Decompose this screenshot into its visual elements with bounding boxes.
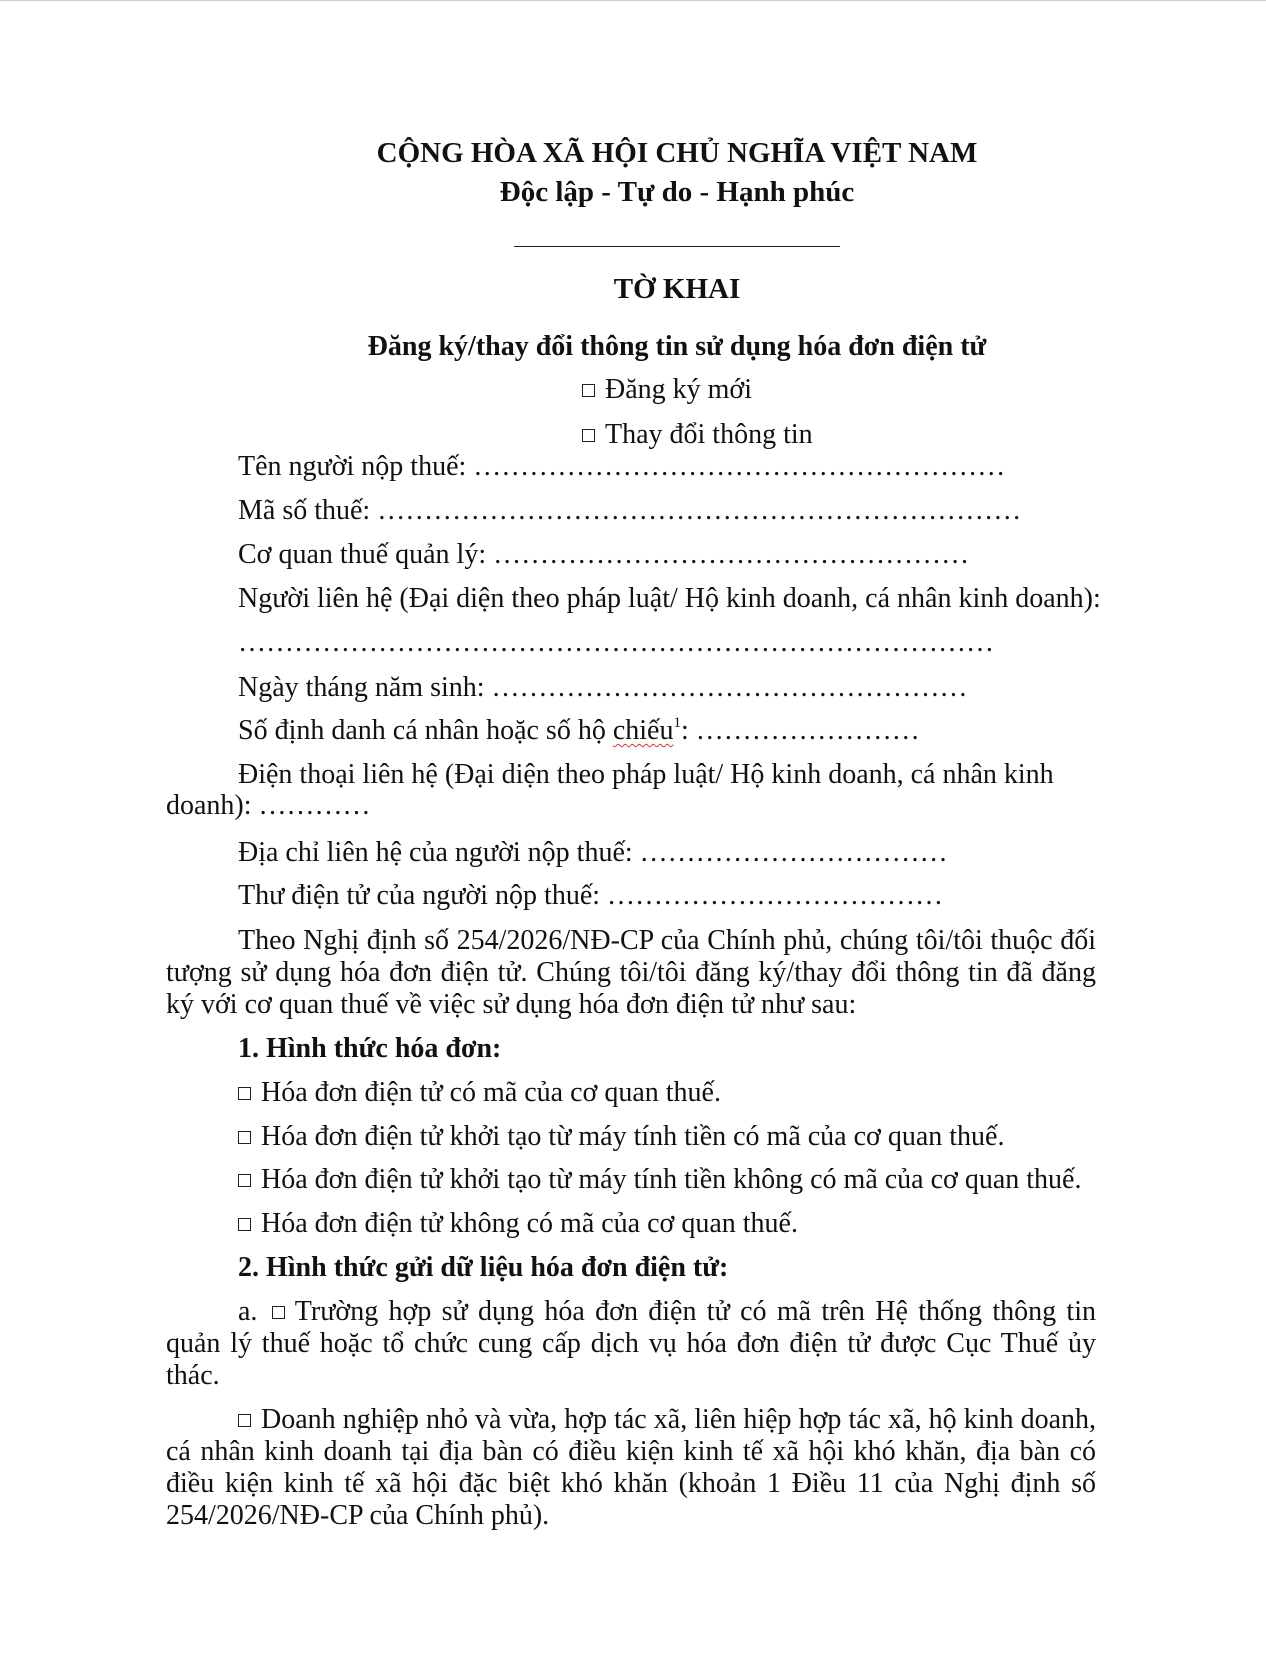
invoice-type-label: Hóa đơn điện tử khởi tạo từ máy tính tiền có mã của cơ quan thuế. xyxy=(261,1121,1005,1152)
option-sme-line-4: 254/2026/NĐ-CP của Chính phủ). xyxy=(166,1500,550,1531)
checkbox-icon[interactable] xyxy=(272,1306,285,1319)
section-2-heading: 2. Hình thức gửi dữ liệu hóa đơn điện tử: xyxy=(238,1252,729,1283)
invoice-type-option[interactable] xyxy=(238,1163,1081,1197)
intro-line-1: Theo Nghị định số 254/2026/NĐ-CP của Chính phủ, chúng tôi/tôi thuộc đối xyxy=(238,925,1096,956)
field-id-label: Số định danh cá nhân hoặc số hộ xyxy=(238,715,613,746)
option-a-line-1[interactable] xyxy=(238,1295,1096,1329)
option-register-new-label: Đăng ký mới xyxy=(605,374,753,405)
field-tax-code: Mã số thuế: …………………………………………………………… xyxy=(238,495,1022,526)
option-change-info[interactable] xyxy=(582,418,813,452)
option-sme-text: Doanh nghiệp nhỏ và vừa, hợp tác xã, liên hiệp hợp tác xã, hộ kinh doanh, xyxy=(261,1404,1096,1435)
invoice-type-option[interactable] xyxy=(238,1207,798,1241)
invoice-type-label: Hóa đơn điện tử có mã của cơ quan thuế. xyxy=(261,1077,721,1108)
field-contact-person-label: Người liên hệ (Đại diện theo pháp luật/ Hộ kinh doanh, cá nhân kinh doanh): xyxy=(238,583,1101,614)
national-title: CỘNG HÒA XÃ HỘI CHỦ NGHĨA VIỆT NAM xyxy=(376,137,978,169)
option-sme-line-2: cá nhân kinh doanh tại địa bàn có điều kiện kinh tế xã hội khó khăn, địa bàn có xyxy=(166,1436,1096,1467)
field-birth-date: Ngày tháng năm sinh: …………………………………………… xyxy=(238,672,968,703)
checkbox-icon[interactable] xyxy=(582,429,595,442)
field-phone-line2: doanh): ………… xyxy=(166,790,371,821)
field-id-number xyxy=(238,714,920,748)
field-email: Thư điện tử của người nộp thuế: ……………………………… xyxy=(238,880,944,911)
option-sme-line-3: điều kiện kinh tế xã hội đặc biệt khó khăn (khoản 1 Điều 11 của Nghị định số xyxy=(166,1468,1096,1499)
invoice-type-option[interactable] xyxy=(238,1120,1004,1154)
section-1-heading: 1. Hình thức hóa đơn: xyxy=(238,1033,502,1064)
option-a-line-2: quản lý thuế hoặc tổ chức cung cấp dịch vụ hóa đơn điện tử được Cục Thuế ủy xyxy=(166,1328,1096,1359)
option-a-prefix: a. xyxy=(238,1296,258,1327)
field-phone-line1: Điện thoại liên hệ (Đại diện theo pháp luật/ Hộ kinh doanh, cá nhân kinh xyxy=(238,759,1054,790)
field-contact-person-dots: ……………………………………………………………………… xyxy=(238,627,994,658)
checkbox-icon[interactable] xyxy=(582,384,595,397)
field-address: Địa chỉ liên hệ của người nộp thuế: …………………………… xyxy=(238,837,948,868)
option-sme-line-1[interactable] xyxy=(238,1403,1096,1437)
option-a-line-3: thác. xyxy=(166,1360,220,1391)
checkbox-icon[interactable] xyxy=(238,1218,251,1231)
field-taxpayer-name: Tên người nộp thuế: ………………………………………………… xyxy=(238,451,1006,482)
checkbox-icon[interactable] xyxy=(238,1131,251,1144)
header-divider xyxy=(514,246,840,247)
option-register-new[interactable] xyxy=(582,373,752,407)
form-subtitle: Đăng ký/thay đổi thông tin sử dụng hóa đơn điện tử xyxy=(367,331,987,362)
intro-line-3: ký với cơ quan thuế về việc sử dụng hóa đơn điện tử như sau: xyxy=(166,989,857,1020)
checkbox-icon[interactable] xyxy=(238,1174,251,1187)
intro-line-2: tượng sử dụng hóa đơn điện tử. Chúng tôi/tôi đăng ký/thay đổi thông tin đã đăng xyxy=(166,957,1096,988)
field-id-dots: : …………………… xyxy=(680,715,920,746)
page-top-border xyxy=(0,0,1266,1)
invoice-type-option[interactable] xyxy=(238,1076,721,1110)
spellcheck-word: chiếu xyxy=(612,715,674,746)
footnote-marker: 1 xyxy=(673,715,681,731)
field-tax-authority: Cơ quan thuế quản lý: …………………………………………… xyxy=(238,539,970,570)
checkbox-icon[interactable] xyxy=(238,1414,251,1427)
invoice-type-label: Hóa đơn điện tử không có mã của cơ quan thuế. xyxy=(261,1208,798,1239)
form-title: TỜ KHAI xyxy=(613,273,741,305)
option-a-text: Trường hợp sử dụng hóa đơn điện tử có mã trên Hệ thống thông tin xyxy=(294,1296,1096,1327)
national-motto: Độc lập - Tự do - Hạnh phúc xyxy=(499,176,855,208)
invoice-type-label: Hóa đơn điện tử khởi tạo từ máy tính tiền không có mã của cơ quan thuế. xyxy=(261,1164,1082,1195)
checkbox-icon[interactable] xyxy=(238,1087,251,1100)
option-change-info-label: Thay đổi thông tin xyxy=(605,419,813,450)
